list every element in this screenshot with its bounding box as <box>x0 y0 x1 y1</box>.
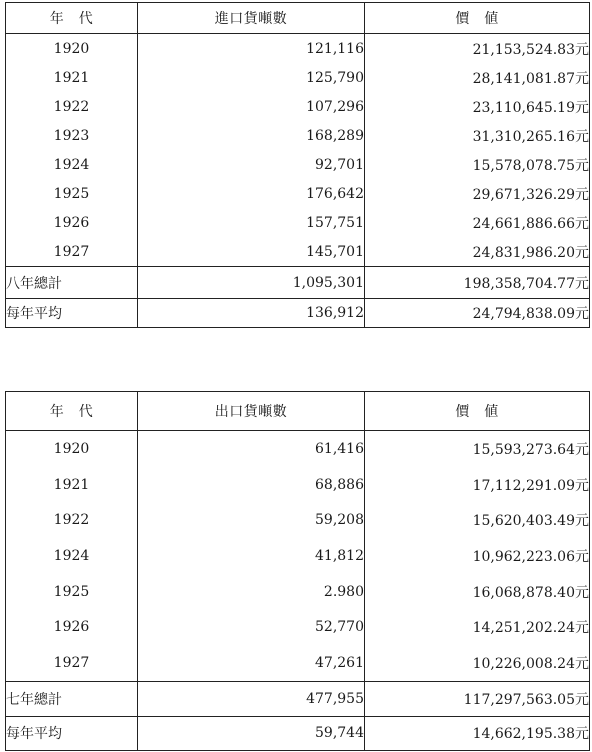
table-row <box>6 179 590 208</box>
tonnage-cell: 107,296 <box>138 92 365 121</box>
value-cell: 15,593,273.64元 <box>365 431 590 467</box>
table-row <box>6 237 590 267</box>
table-row <box>6 92 590 121</box>
value-cell: 15,620,403.49元 <box>365 502 590 538</box>
value-cell: 21,153,524.83元 <box>365 34 590 64</box>
table-row <box>6 34 590 64</box>
value-cell: 28,141,081.87元 <box>365 63 590 92</box>
tonnage-cell: 121,116 <box>138 34 365 64</box>
year-cell: 1920 <box>6 34 138 64</box>
total-tonnage: 1,095,301 <box>138 267 365 299</box>
value-cell: 31,310,265.16元 <box>365 121 590 150</box>
value-cell: 10,226,008.24元 <box>365 645 590 681</box>
header-tonnage: 進口貨噸數 <box>138 3 365 34</box>
tonnage-cell: 125,790 <box>138 63 365 92</box>
tonnage-cell: 92,701 <box>138 150 365 179</box>
tonnage-cell: 2.980 <box>138 574 365 610</box>
value-cell: 14,251,202.24元 <box>365 609 590 645</box>
header-value: 價 値 <box>365 392 590 431</box>
year-cell: 1925 <box>6 179 138 208</box>
year-cell: 1921 <box>6 63 138 92</box>
year-cell: 1922 <box>6 502 138 538</box>
total-row <box>6 267 590 299</box>
year-cell: 1926 <box>6 208 138 237</box>
header-year: 年 代 <box>6 392 138 431</box>
table-row <box>6 208 590 237</box>
value-cell: 29,671,326.29元 <box>365 179 590 208</box>
year-cell: 1924 <box>6 150 138 179</box>
value-cell: 23,110,645.19元 <box>365 92 590 121</box>
header-value: 價 値 <box>365 3 590 34</box>
export-tonnage-table <box>5 391 590 751</box>
total-tonnage: 477,955 <box>138 681 365 716</box>
total-label: 八年總計 <box>6 267 138 299</box>
table-header-row <box>6 392 590 431</box>
year-cell: 1923 <box>6 121 138 150</box>
year-cell: 1921 <box>6 467 138 503</box>
year-cell: 1920 <box>6 431 138 467</box>
table-header-row <box>6 3 590 34</box>
value-cell: 16,068,878.40元 <box>365 574 590 610</box>
year-cell: 1924 <box>6 538 138 574</box>
average-row <box>6 716 590 750</box>
total-row <box>6 681 590 716</box>
average-value: 24,794,838.09元 <box>365 299 590 328</box>
tonnage-cell: 157,751 <box>138 208 365 237</box>
year-cell: 1927 <box>6 645 138 681</box>
table-row <box>6 63 590 92</box>
table-row <box>6 609 590 645</box>
tonnage-cell: 68,886 <box>138 467 365 503</box>
value-cell: 10,962,223.06元 <box>365 538 590 574</box>
tonnage-cell: 52,770 <box>138 609 365 645</box>
tonnage-cell: 176,642 <box>138 179 365 208</box>
table-row <box>6 645 590 681</box>
table-row <box>6 121 590 150</box>
total-value: 198,358,704.77元 <box>365 267 590 299</box>
average-tonnage: 59,744 <box>138 716 365 750</box>
year-cell: 1926 <box>6 609 138 645</box>
average-label: 每年平均 <box>6 299 138 328</box>
tonnage-cell: 145,701 <box>138 237 365 267</box>
import-tonnage-table <box>5 2 590 328</box>
table-row <box>6 502 590 538</box>
value-cell: 24,831,986.20元 <box>365 237 590 267</box>
year-cell: 1927 <box>6 237 138 267</box>
total-value: 117,297,563.05元 <box>365 681 590 716</box>
table-row <box>6 431 590 467</box>
tonnage-cell: 59,208 <box>138 502 365 538</box>
tonnage-cell: 41,812 <box>138 538 365 574</box>
header-year: 年 代 <box>6 3 138 34</box>
tonnage-cell: 168,289 <box>138 121 365 150</box>
total-label: 七年總計 <box>6 681 138 716</box>
average-tonnage: 136,912 <box>138 299 365 328</box>
table-row <box>6 574 590 610</box>
header-tonnage: 出口貨噸數 <box>138 392 365 431</box>
tonnage-cell: 61,416 <box>138 431 365 467</box>
value-cell: 24,661,886.66元 <box>365 208 590 237</box>
value-cell: 15,578,078.75元 <box>365 150 590 179</box>
year-cell: 1925 <box>6 574 138 610</box>
table-row <box>6 538 590 574</box>
average-label: 每年平均 <box>6 716 138 750</box>
table-row <box>6 467 590 503</box>
average-value: 14,662,195.38元 <box>365 716 590 750</box>
value-cell: 17,112,291.09元 <box>365 467 590 503</box>
average-row <box>6 299 590 328</box>
table-row <box>6 150 590 179</box>
year-cell: 1922 <box>6 92 138 121</box>
tonnage-cell: 47,261 <box>138 645 365 681</box>
